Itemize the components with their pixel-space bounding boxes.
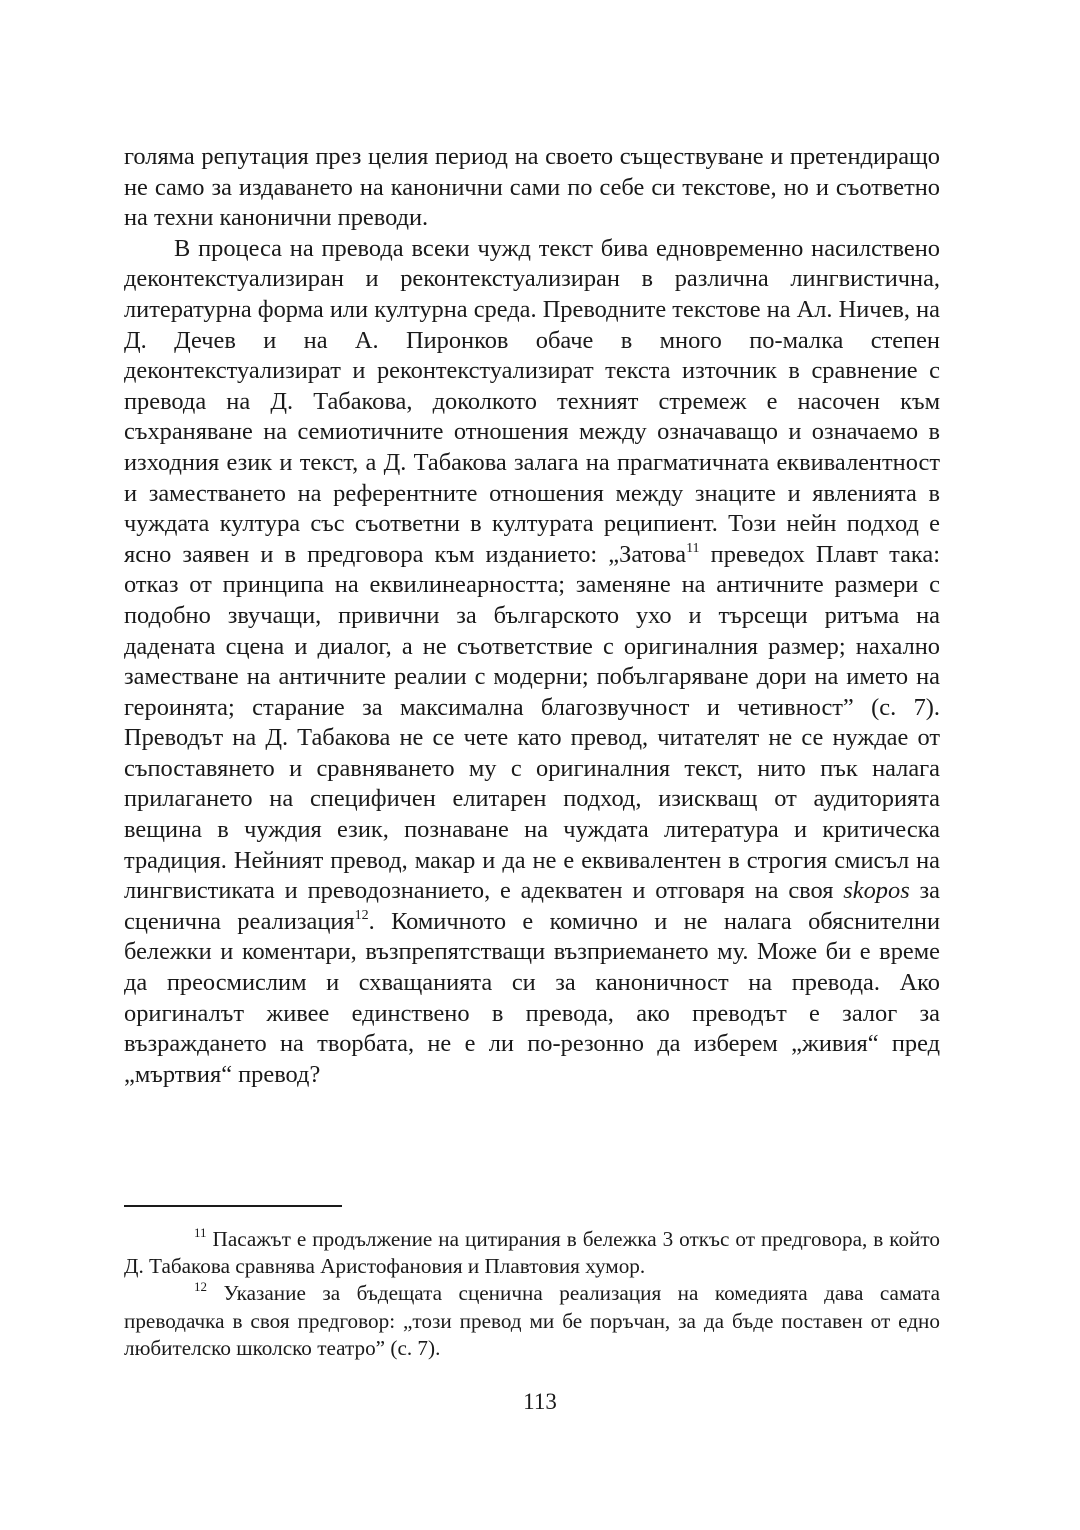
footnote-text-11: Пасажът е продължение на цитирания в бележка 3 откъс от предговора, в който Д. Табакова сравнява Аристофановия и Плавтовия хумор.	[124, 1227, 940, 1279]
main-text	[124, 142, 940, 1090]
skopos-term: skopos	[843, 877, 910, 905]
page-body	[124, 142, 940, 1090]
paragraph-2-text-a: В процеса на превода всеки чужд текст бива едновременно насилствено деконтекстуализиран и реконтекстуализиран в различна лингвистична, литературна форма или културна среда. Преводните текстове на Ал. Ничев, на Д. Дечев и на А. Пиронков обаче в много по-малка степен деконтекстуализират и реконтекстуализират текста източник в сравнение с превода на Д. Табакова, доколкото техният стремеж е насочен към съхраняване на семиотичните отношения между означаващо и означаемо в изходния език и текст, а Д. Табакова залага на прагматичната еквивалентност и заместването на референтните отношения между знаците и явленията в чуждата култура със съответни в културата реципиент. Този нейн подход е ясно заявен и в предговора към изданието: „Затова	[124, 234, 940, 568]
footnote-divider	[124, 1205, 342, 1207]
paragraph-1: голяма репутация през целия период на своето съществуване и претендиращо не само за издаването на канонични сами по себе си текстове, но и съответно на техни канонични преводи.	[124, 143, 940, 232]
footnote-text-12: Указание за бъдещата сценична реализация на комедията дава самата преводачка в своя предговор: „този превод ми бе поръчан, за да бъде поставен от едно любителско школско театро” (с. 7).	[124, 1281, 940, 1360]
footnote-number-11: 11	[194, 1224, 207, 1240]
footnote-number-12: 12	[194, 1279, 207, 1295]
paragraph-2-text-b: преведох Плавт така: отказ от принципа на еквилинеарността; заменяне на античните размери с подобно звучащи, привични за българското ухо и търсещи ритъма на дадената сцена и диалог, а не съответствие с оригиналния размер; нахално заместване на античните реалии с модерни; побългаряване дори на името на героинята; старание за максимална благозвучност и четивност” (с. 7). Преводът на Д. Табакова не се чете като превод, читателят не се нуждае от съпоставянето и сравняването му с оригиналния текст, нито пък налага прилагането на специфичен елитарен подход, изискващ от аудиторията вещина в чуждия език, познаване на чуждата литература и критическа традиция. Нейният превод, макар и да не е еквивалентен в строгия смисъл на лингвистиката и преводознанието, е адекватен и отговаря на своя	[124, 540, 940, 905]
footnotes	[124, 1226, 940, 1362]
footnote-ref-12[interactable]: 12	[354, 907, 369, 923]
footnote-ref-11[interactable]: 11	[686, 540, 700, 556]
paragraph-2	[124, 234, 940, 1091]
paragraph-2-text-d: . Комичното е комично и не налага обяснителни бележки и коментари, възпрепятстващи възприемането му. Може би е време да преосмислим и схващанията си за каноничност на превода. Ако оригиналът живее единствено в превода, ако преводът е залог за възраждането на творбата, не е ли по-резонно да изберем „живия“ пред „мъртвия“ превод?	[124, 907, 940, 1088]
footnote-11	[124, 1226, 940, 1280]
footnote-12	[124, 1280, 940, 1362]
page-number: 113	[523, 1389, 557, 1414]
paragraph-2-text-c: за сценична реализация	[124, 877, 940, 935]
